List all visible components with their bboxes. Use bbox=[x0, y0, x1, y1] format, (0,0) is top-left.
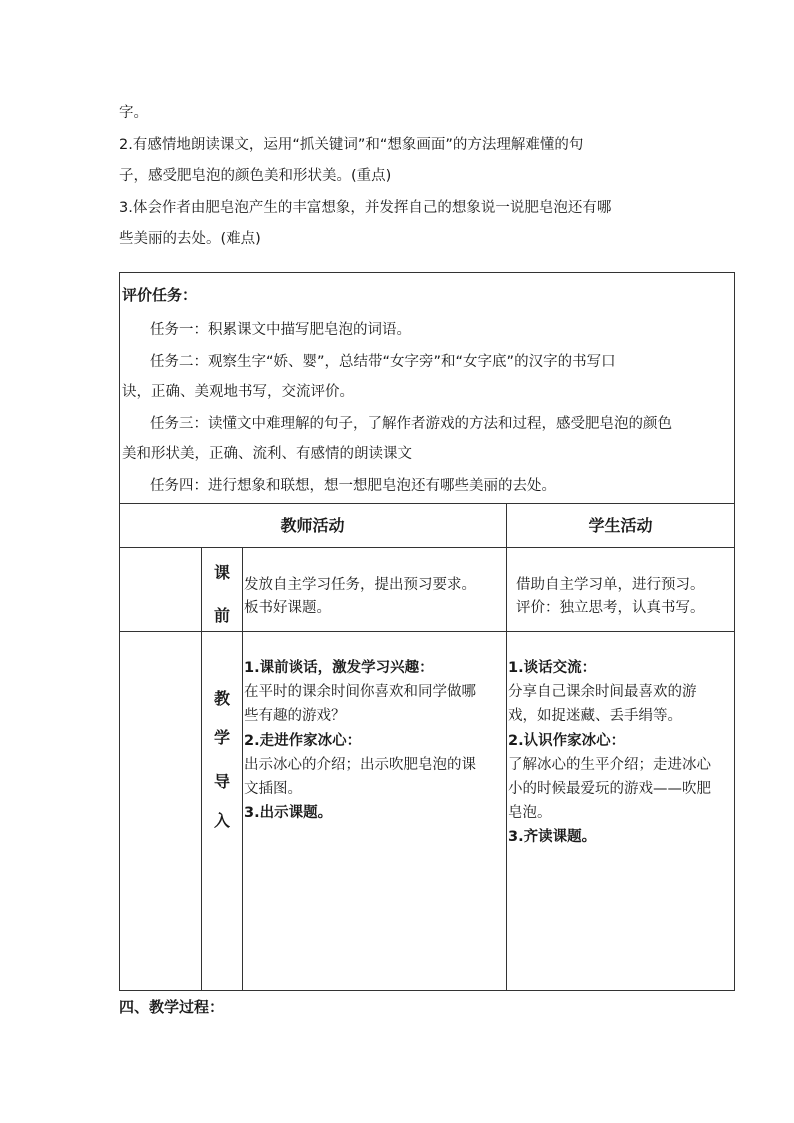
objective-line-1: 字。 bbox=[119, 105, 148, 121]
intro-label-char-2: 学 bbox=[213, 728, 230, 747]
teacher-activity-header: 教师活动 bbox=[280, 516, 345, 535]
intro-student-line-2: 分享自己课余时间最喜欢的游 bbox=[508, 684, 697, 700]
evaluation-task-4: 任务四：进行想象和联想，想一想肥皂泡还有哪些美丽的去处。 bbox=[150, 478, 556, 494]
evaluation-task-2a: 任务二：观察生字“娇、婴”，总结带“女字旁”和“女字底”的汉字的书写口 bbox=[150, 354, 616, 370]
objective-line-3: 子，感受肥皂泡的颜色美和形状美。(重点) bbox=[119, 168, 392, 184]
intro-label-char-4: 入 bbox=[213, 811, 230, 830]
intro-label-char-3: 导 bbox=[213, 772, 230, 791]
preclass-label-char-1: 课 bbox=[213, 563, 230, 582]
intro-teacher-line-5: 出示冰心的介绍；出示吹肥皂泡的课 bbox=[244, 757, 476, 773]
evaluation-task-2b: 诀，正确、美观地书写，交流评价。 bbox=[122, 384, 354, 400]
evaluation-task-3a: 任务三：读懂文中难理解的句子，了解作者游戏的方法和过程，感受肥皂泡的颜色 bbox=[150, 416, 672, 432]
objective-line-4: 3.体会作者由肥皂泡产生的丰富想象，并发挥自己的想象说一说肥皂泡还有哪 bbox=[119, 200, 612, 216]
intro-teacher-line-3: 些有趣的游戏？ bbox=[244, 708, 346, 724]
divider-teacher-student bbox=[506, 503, 507, 991]
evaluation-task-3b: 美和形状美，正确、流利、有感情的朗读课文 bbox=[122, 446, 412, 462]
evaluation-title: 评价任务： bbox=[122, 286, 198, 304]
preclass-student-line-1: 借助自主学习单，进行预习。 bbox=[516, 577, 705, 593]
intro-teacher-line-1: 1.课前谈话，激发学习兴趣： bbox=[244, 660, 434, 676]
preclass-label-char-2: 前 bbox=[213, 606, 230, 625]
divider-header-bottom bbox=[119, 547, 735, 548]
evaluation-task-1: 任务一：积累课文中描写肥皂泡的词语。 bbox=[150, 322, 411, 338]
intro-teacher-line-2: 在平时的课余时间你喜欢和同学做哪 bbox=[244, 684, 476, 700]
objective-line-5: 些美丽的去处。(难点) bbox=[119, 231, 261, 247]
objective-line-2: 2.有感情地朗读课文，运用“抓关键词”和“想象画面”的方法理解难懂的句 bbox=[119, 137, 584, 153]
preclass-teacher-line-1: 发放自主学习任务，提出预习要求。 bbox=[244, 577, 476, 593]
divider-stage-right bbox=[242, 547, 243, 991]
divider-header-top bbox=[119, 503, 735, 504]
intro-teacher-line-6: 文插图。 bbox=[244, 781, 302, 797]
student-activity-header: 学生活动 bbox=[588, 516, 653, 535]
intro-student-line-1: 1.谈话交流： bbox=[508, 660, 597, 676]
divider-preclass-bottom bbox=[119, 631, 735, 632]
preclass-teacher-line-2: 板书好课题。 bbox=[244, 600, 331, 616]
intro-teacher-line-4: 2.走进作家冰心： bbox=[244, 733, 362, 749]
intro-student-line-8: 3.齐读课题。 bbox=[508, 829, 597, 845]
intro-student-line-5: 了解冰心的生平介绍；走进冰心 bbox=[508, 757, 711, 773]
preclass-student-line-2: 评价：独立思考，认真书写。 bbox=[516, 600, 705, 616]
section-heading: 四、教学过程： bbox=[119, 998, 225, 1016]
intro-student-line-7: 皂泡。 bbox=[508, 805, 552, 821]
intro-student-line-4: 2.认识作家冰心： bbox=[508, 733, 626, 749]
intro-label-char-1: 教 bbox=[213, 689, 230, 708]
intro-student-line-6: 小的时候最爱玩的游戏——吹肥 bbox=[508, 781, 711, 797]
intro-student-line-3: 戏，如捉迷藏、丢手绢等。 bbox=[508, 708, 682, 724]
intro-teacher-line-7: 3.出示课题。 bbox=[244, 805, 333, 821]
